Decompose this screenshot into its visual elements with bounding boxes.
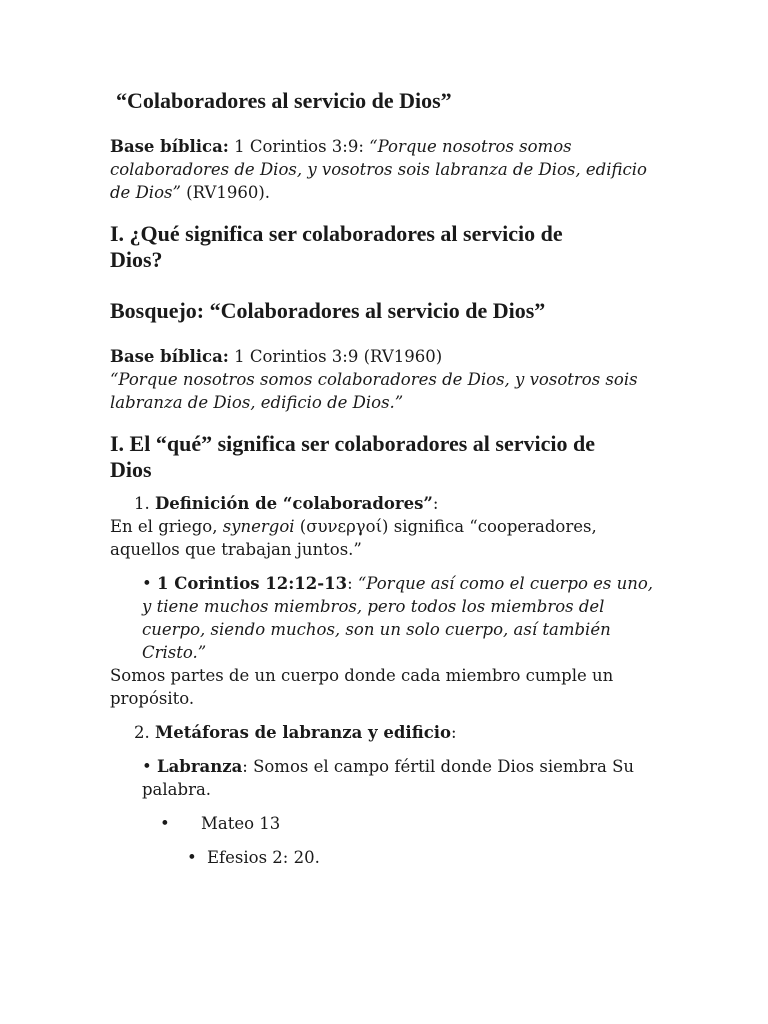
- point-2-heading: [134, 722, 457, 745]
- verse-after-1: Somos partes de un cuerpo donde cada miembro cumple un: [110, 666, 614, 685]
- base-quote-text-1: “Porque nosotros somos colaboradores de Dios, y vosotros sois: [110, 370, 638, 389]
- intro-ref: 1 Corintios 3:9:: [228, 137, 370, 156]
- point-1-body-2: aquellos que trabajan juntos.”: [110, 540, 362, 559]
- point-1-body-a: En el griego,: [110, 517, 223, 536]
- intro-quote-1: “Porque nosotros somos: [369, 137, 572, 156]
- heading-2-line-2: Dios: [110, 457, 152, 482]
- subitem-2-bullet: •: [187, 848, 197, 867]
- subitem-1: Mateo 13: [201, 814, 281, 833]
- verse-text-3: cuerpo, siendo muchos, son un solo cuerpo, así también: [142, 620, 611, 639]
- heading-2-line-1: I. El “qué” significa ser colaboradores al servicio de: [110, 431, 595, 456]
- base-quote-1: [110, 369, 638, 392]
- labranza-label: Labranza: [156, 757, 243, 776]
- labranza-bullet: •: [142, 757, 157, 776]
- labranza-line-1: [142, 756, 634, 779]
- heading-1-line-1: I. ¿Qué significa ser colaboradores al servicio de: [110, 221, 563, 246]
- verse-line-2: [142, 596, 604, 619]
- intro-line-3: [110, 182, 270, 205]
- verse-ref: 1 Corintios 12:12-13: [156, 574, 348, 593]
- point-1-greek-word: synergoi: [222, 517, 295, 536]
- intro-quote-2: colaboradores de Dios, y vosotros sois labranza de Dios, edificio: [110, 160, 647, 179]
- subitem-1-bullet: •: [160, 814, 170, 833]
- labranza-line-2: palabra.: [142, 780, 212, 799]
- verse-sep: :: [347, 574, 358, 593]
- intro-line-2: [110, 159, 647, 182]
- verse-text-4: Cristo.”: [142, 643, 207, 662]
- verse-text-2: y tiene muchos miembros, pero todos los miembros del: [142, 597, 605, 616]
- base-label: Base bíblica:: [110, 347, 229, 366]
- intro-line-1: [110, 136, 572, 159]
- intro-quote-3: de Dios”: [110, 183, 181, 202]
- verse-line-4: [142, 642, 206, 665]
- page-title: “Colaboradores al servicio de Dios”: [116, 88, 452, 113]
- base-quote-2: [110, 392, 403, 415]
- base-ref: 1 Corintios 3:9 (RV1960): [228, 347, 443, 366]
- point-1-number: 1.: [134, 494, 155, 513]
- point-1-body-b: (συνεργοί) significa “cooperadores,: [294, 517, 597, 536]
- labranza-text-1: : Somos el campo fértil donde Dios siembra Su: [242, 757, 635, 776]
- point-2-colon: :: [451, 723, 457, 742]
- verse-text-1: “Porque así como el cuerpo es uno,: [357, 574, 654, 593]
- point-2-label: Metáforas de labranza y edificio: [155, 723, 452, 742]
- point-2-number: 2.: [134, 723, 155, 742]
- point-1-body-1: [110, 516, 597, 539]
- point-1-label: Definición de “colaboradores”: [155, 494, 433, 513]
- verse-after-2: propósito.: [110, 689, 195, 708]
- intro-version: (RV1960).: [180, 183, 271, 202]
- verse-line-3: [142, 619, 611, 642]
- base-line-1: [110, 346, 442, 369]
- heading-1-line-2: Dios?: [110, 247, 163, 272]
- point-1-heading: [134, 493, 438, 516]
- verse-bullet: •: [142, 574, 157, 593]
- point-1-colon: :: [432, 494, 439, 513]
- outline-title: Bosquejo: “Colaboradores al servicio de Dios”: [110, 298, 546, 323]
- intro-label: Base bíblica:: [110, 137, 229, 156]
- verse-line-1: [142, 573, 653, 596]
- subitem-2: Efesios 2: 20.: [207, 848, 320, 867]
- base-quote-text-2: labranza de Dios, edificio de Dios.”: [110, 393, 404, 412]
